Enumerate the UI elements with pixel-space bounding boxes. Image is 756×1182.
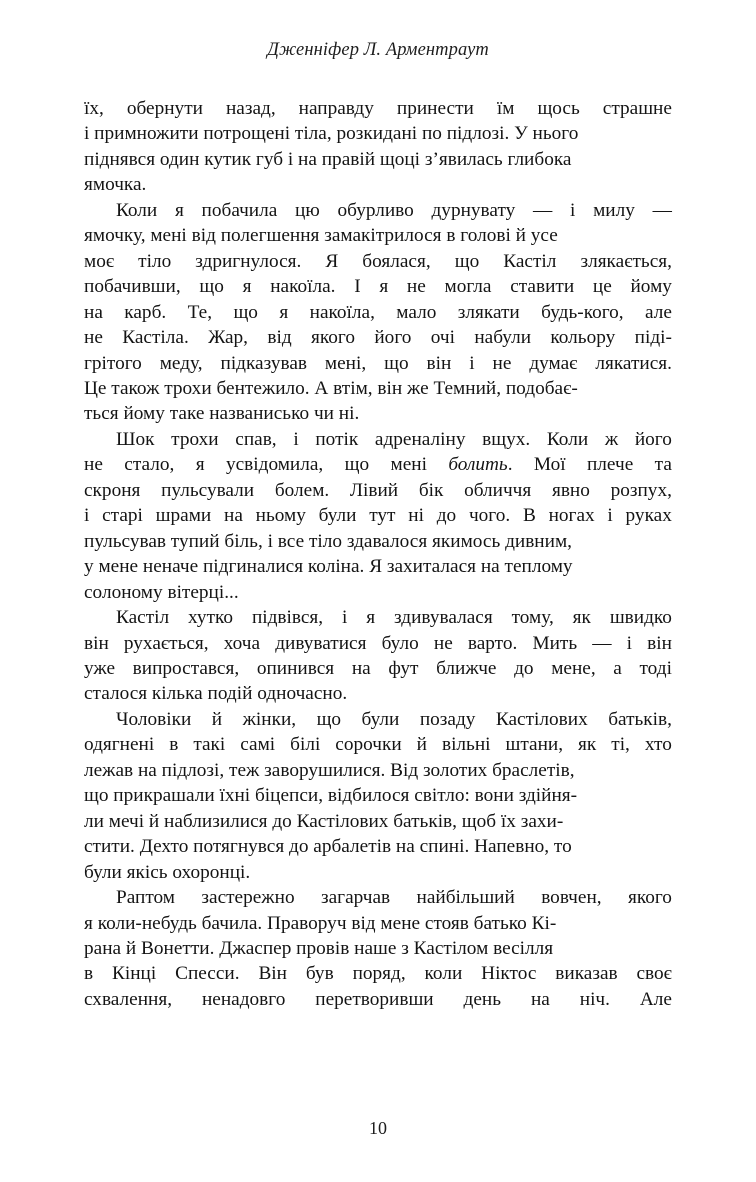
word: і (570, 199, 576, 221)
text-line (84, 452, 672, 477)
word: направду (298, 98, 374, 119)
word: ногах (548, 505, 595, 527)
word: болить. (448, 454, 513, 476)
running-head-author: Дженніфер Л. Арментраут (267, 40, 489, 60)
word: його (374, 327, 412, 349)
word: такі (193, 734, 226, 756)
word: та (654, 454, 672, 476)
word: до (436, 505, 457, 527)
text-line (84, 961, 672, 986)
text-line (84, 605, 672, 630)
word: від (267, 327, 292, 349)
word: рухається, (123, 632, 209, 654)
text-line (84, 478, 672, 503)
word: позаду (419, 708, 476, 730)
word: ближче (436, 657, 497, 679)
word: руках (625, 505, 672, 527)
word: застережно (201, 887, 295, 909)
word: білі (290, 734, 321, 756)
text-line: солоному вітерці... (84, 581, 239, 603)
word: побачила (201, 199, 278, 221)
word: дурнувату (431, 199, 516, 221)
word: випростався, (132, 657, 240, 679)
paragraph (84, 427, 672, 605)
word: Кастіла. (122, 327, 189, 349)
word: Коли (546, 428, 589, 450)
text-line (84, 198, 672, 223)
word: Мої (533, 454, 566, 476)
emphasis-text: болить (448, 454, 508, 476)
paragraph (84, 96, 672, 198)
word: і (84, 505, 90, 527)
word: милу (593, 199, 635, 221)
word: не (492, 352, 512, 374)
text-line (84, 274, 672, 299)
word: були (361, 708, 400, 730)
word: розпух, (610, 479, 672, 501)
word: потік (315, 428, 359, 450)
paragraph (84, 198, 672, 427)
word: назад, (225, 98, 276, 119)
text-line (84, 427, 672, 452)
word: ставити (510, 276, 575, 298)
text-line: ямочку, мені від полегшення замакітрилося в голові й усе (84, 225, 558, 247)
word: я (242, 276, 252, 298)
paragraph (84, 885, 672, 1012)
word: і (342, 607, 348, 629)
word: могла (444, 276, 492, 298)
word: перетворивши (315, 988, 434, 1010)
text-line: сталося кілька подій одночасно. (84, 683, 348, 705)
word: найбільший (416, 887, 515, 909)
page-number: 10 (369, 1118, 387, 1138)
word: піді- (634, 327, 672, 349)
word: й (211, 708, 223, 730)
text-line (84, 987, 672, 1012)
word: але (645, 301, 672, 323)
word: до (514, 657, 534, 679)
word: Коли (116, 199, 158, 221)
text-line: ямочка. (84, 174, 147, 196)
text-line: і примножити потрощені тіла, розкидані по підлозі. У нього (84, 123, 579, 145)
word: набули (474, 327, 532, 349)
text-line: я коли-небудь бачила. Праворуч від мене стояв батько Кі- (84, 912, 557, 934)
word: коли (424, 963, 463, 985)
word: на (224, 505, 243, 527)
word: він (426, 352, 452, 374)
word: Мить (532, 632, 578, 654)
text-line (84, 732, 672, 757)
word: його (634, 428, 672, 450)
word: В (522, 505, 536, 527)
word: Шок (116, 428, 155, 450)
word: і (469, 352, 475, 374)
word: лякатися. (595, 352, 672, 374)
word: Лівий (349, 479, 399, 501)
word: фут (388, 657, 419, 679)
word: Жар, (208, 327, 248, 349)
word: він (84, 632, 109, 654)
word: накоїла, (309, 301, 375, 323)
word: щось (537, 98, 580, 119)
word: і (607, 505, 613, 527)
word: здригнулося. (195, 250, 302, 272)
word: і (626, 632, 633, 654)
word: моє (84, 250, 115, 272)
word: йому (630, 276, 672, 298)
word: не (433, 632, 453, 654)
text-line: рана й Вонетти. Джаспер провів наше з Кастілом весілля (84, 937, 554, 959)
text-line: були якісь охоронці. (84, 861, 251, 883)
word: виказав (555, 963, 618, 985)
word: ніч. (579, 988, 610, 1010)
word: поряд, (352, 963, 406, 985)
word: І (354, 276, 361, 298)
text-line: ться йому таке названисько чи ні. (84, 403, 360, 425)
word: Раптом (116, 887, 175, 909)
word: тіло (138, 250, 172, 272)
word: обурливо (337, 199, 414, 221)
text-line: у мене неначе підгиналися коліна. Я захиталася на теплому (84, 556, 573, 578)
paragraph (84, 707, 672, 885)
word: дивуватися (275, 632, 367, 654)
word: уже (84, 657, 116, 679)
word: жінки, (242, 708, 297, 730)
word: самі (240, 734, 276, 756)
word: бік (418, 479, 444, 501)
word: трохи (171, 428, 219, 450)
word: Кінці (111, 963, 157, 985)
word: хутко (188, 607, 234, 629)
word: підвівся, (251, 607, 324, 629)
word: старі (102, 505, 143, 527)
word: обличчя (464, 479, 532, 501)
word: тому, (511, 607, 554, 629)
word: не (84, 454, 103, 476)
word: побачивши, (84, 276, 181, 298)
word: тут (369, 505, 396, 527)
word: накоїла. (270, 276, 336, 298)
word: злякається, (580, 250, 672, 272)
word: що (384, 352, 409, 374)
text-line: що прикрашали їхні біцепси, відбилося світло: вони здійня- (84, 785, 578, 807)
word: як (572, 607, 591, 629)
word: на (530, 988, 550, 1010)
word: мені, (324, 352, 367, 374)
word: й (416, 734, 427, 756)
word: ньому (255, 505, 306, 527)
word: здивувалася (394, 607, 493, 629)
word: штани, (505, 734, 564, 756)
word: він (647, 632, 672, 654)
word: Ніктос (481, 963, 537, 985)
word: мені (390, 454, 427, 476)
word: що (316, 708, 342, 730)
word: Але (639, 988, 672, 1010)
word: ні (408, 505, 424, 527)
text-line: піднявся один кутик губ і на правій щоці з’явилась глибока (84, 148, 572, 170)
word: страшне (602, 98, 672, 119)
word: усвідомила, (225, 454, 324, 476)
word: Спесси. (175, 963, 240, 985)
text-line: стити. Дехто потягнувся до арбалетів на спині. Напевно, то (84, 836, 572, 858)
text-line (84, 351, 672, 376)
word: грітого (84, 352, 142, 374)
word: хто (644, 734, 672, 756)
word: схвалення, (84, 988, 173, 1010)
word: Я (325, 250, 339, 272)
word: принести (396, 98, 474, 119)
word: своє (636, 963, 672, 985)
text-line (84, 249, 672, 274)
word: я (195, 454, 205, 476)
word: це (592, 276, 612, 298)
word: Те, (187, 301, 213, 323)
word: — (652, 199, 672, 221)
word: загарчав (320, 887, 391, 909)
word: як (578, 734, 597, 756)
word: що (454, 250, 480, 272)
word: вщух. (482, 428, 531, 450)
text-line (84, 300, 672, 325)
text-line: лежав на підлозі, теж заворушилися. Від золотих браслетів, (84, 759, 575, 781)
word: підказував (220, 352, 307, 374)
word: очі (430, 327, 455, 349)
word: не (84, 327, 103, 349)
word: одягнені (84, 734, 155, 756)
word: хоча (223, 632, 261, 654)
word: швидко (609, 607, 672, 629)
word: якого (311, 327, 355, 349)
word: на (351, 657, 371, 679)
text-line: Це також трохи бентежило. А втім, він же Темний, подобає- (84, 377, 578, 399)
word: опинився (256, 657, 335, 679)
word: було (381, 632, 419, 654)
word: Кастіл (116, 607, 170, 629)
text-line (84, 656, 672, 681)
word: кольору (550, 327, 616, 349)
word: ж (604, 428, 619, 450)
word: Він (258, 963, 287, 985)
text-line (84, 631, 672, 656)
word: в (169, 734, 179, 756)
word: обернути (126, 98, 203, 119)
word: не (406, 276, 426, 298)
word: мене, (551, 657, 596, 679)
text-line (84, 503, 672, 528)
word: батьків, (608, 708, 672, 730)
word: скроня (84, 479, 141, 501)
word: були (318, 505, 357, 527)
word: карб. (124, 301, 167, 323)
word: я (379, 276, 389, 298)
text-line (84, 885, 672, 910)
word: а (613, 657, 622, 679)
word: спав, (235, 428, 277, 450)
word: думає (529, 352, 578, 374)
body-text-block (84, 96, 672, 1012)
word: і (293, 428, 299, 450)
text-line (84, 325, 672, 350)
word: пульсували (161, 479, 255, 501)
word: явно (551, 479, 590, 501)
text-line (84, 96, 672, 121)
word: Кастілових (495, 708, 588, 730)
word: плече (586, 454, 634, 476)
word: болем. (274, 479, 330, 501)
word: боялася, (362, 250, 431, 272)
word: злякати (457, 301, 520, 323)
word: я (279, 301, 289, 323)
word: я (174, 199, 184, 221)
word: Чоловіки (116, 708, 192, 730)
paragraph (84, 605, 672, 707)
word: що (233, 301, 258, 323)
word: що (199, 276, 224, 298)
word: на (84, 301, 103, 323)
word: тоді (639, 657, 672, 679)
word: варто. (467, 632, 518, 654)
word: будь-кого, (541, 301, 624, 323)
text-line: пульсував тупий біль, і все тіло здавалося якимось дивним, (84, 530, 572, 552)
word: день (463, 988, 502, 1010)
word: їм (496, 98, 515, 119)
word: ті, (611, 734, 630, 756)
word: вільні (441, 734, 491, 756)
word: меду, (159, 352, 203, 374)
word: сорочки (335, 734, 402, 756)
word: Кастіл (503, 250, 557, 272)
word: їх, (84, 98, 104, 119)
word: шрами (155, 505, 212, 527)
word: що (344, 454, 370, 476)
word: — (533, 199, 553, 221)
word: — (592, 632, 612, 654)
word: в (84, 963, 94, 985)
word: стало, (124, 454, 175, 476)
word: якого (627, 887, 672, 909)
word: мало (396, 301, 437, 323)
word: цю (295, 199, 320, 221)
text-line: ли мечі й наблизилися до Кастілових батьків, щоб їх захи- (84, 810, 564, 832)
word: ненадовго (201, 988, 286, 1010)
word: був (305, 963, 334, 985)
word: чого. (468, 505, 511, 527)
word: вовчен, (541, 887, 602, 909)
word: адреналіну (374, 428, 466, 450)
word: я (366, 607, 376, 629)
text-line (84, 707, 672, 732)
